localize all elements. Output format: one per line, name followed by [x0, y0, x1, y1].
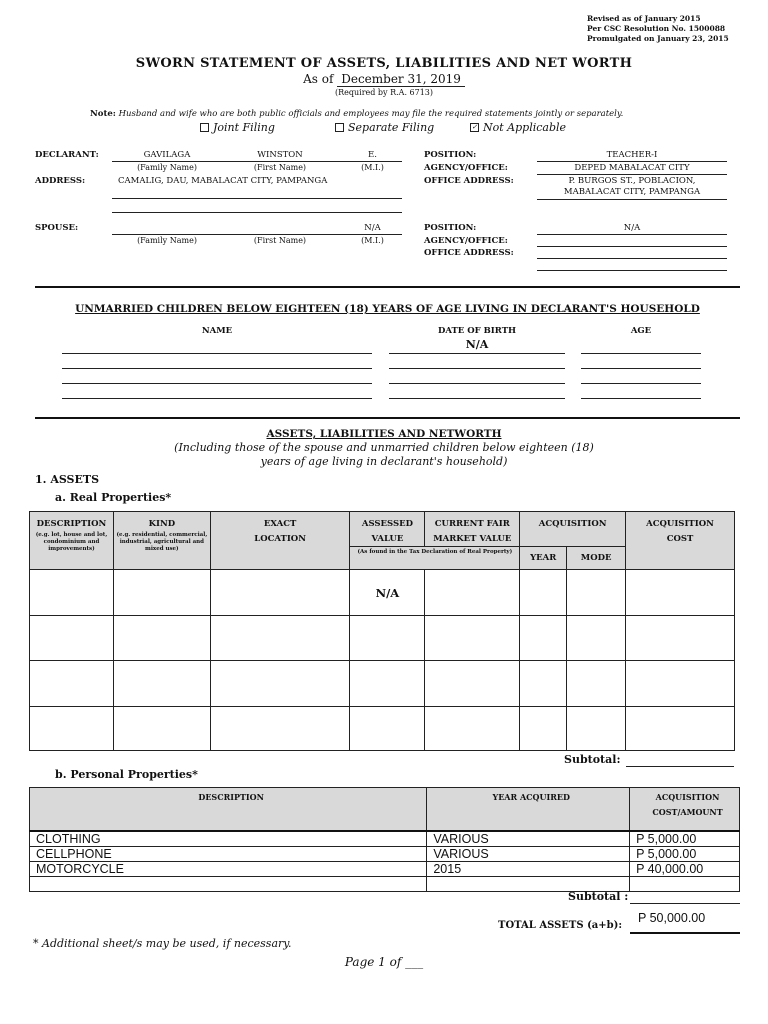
note-text: Husband and wife who are both public officials and employees may file the required statements jointly or separately.	[118, 109, 624, 119]
table-row	[30, 707, 735, 751]
rp-header-fair-value: CURRENT FAIR MARKET VALUE	[425, 512, 520, 547]
assets-label: 1. ASSETS	[35, 473, 100, 486]
note	[90, 109, 623, 119]
pp-row-cost[interactable]: P 5,000.00	[630, 847, 740, 862]
declarant-first-name: WINSTON	[257, 150, 303, 160]
children-col-dob: DATE OF BIRTH	[437, 326, 517, 336]
table-row	[30, 831, 740, 847]
separate-filing-label: Separate Filing	[348, 121, 435, 134]
required-by: (Required by R.A. 6713)	[334, 88, 434, 97]
pp-header-year: YEAR ACQUIRED	[427, 788, 630, 832]
not-applicable-option[interactable]	[470, 121, 566, 134]
pp-row-cost[interactable]: P 40,000.00	[630, 862, 740, 877]
office-address-label: OFFICE ADDRESS:	[424, 176, 514, 186]
rp-header-assessed: ASSESSED VALUE	[350, 512, 425, 547]
children-value: N/A	[465, 338, 489, 351]
table-row	[30, 616, 735, 661]
spouse-label: SPOUSE:	[35, 223, 79, 233]
mi-caption: (M.I.)	[361, 163, 384, 172]
declarant-office-line-2: MABALACAT CITY, PAMPANGA	[563, 187, 701, 197]
spouse-agency-label: AGENCY/OFFICE:	[424, 236, 508, 246]
rp-header-cost: ACQUISITION COST	[626, 512, 735, 570]
pp-row-year[interactable]: VARIOUS	[427, 831, 630, 847]
footnote: * Additional sheet/s may be used, if necessary.	[33, 937, 292, 950]
rp-header-mode: MODE	[567, 547, 626, 570]
position-label: POSITION:	[424, 150, 477, 160]
page-number: Page 1 of ___	[344, 955, 424, 969]
total-assets-label: TOTAL ASSETS (a+b):	[498, 920, 623, 931]
personal-properties-table	[29, 787, 740, 892]
total-assets-value: P 50,000.00	[638, 911, 706, 925]
rp-header-acquisition: ACQUISITION	[520, 512, 626, 547]
declarant-address: CAMALIG, DAU, MABALACAT CITY, PAMPANGA	[118, 176, 328, 186]
declarant-family-name: GAVILAGA	[143, 150, 191, 160]
pp-header-cost: ACQUISITION COST/AMOUNT	[630, 788, 740, 832]
declarant-label: DECLARANT:	[35, 150, 99, 160]
joint-filing-option[interactable]	[200, 121, 275, 134]
alnw-sub-2: years of age living in declarant's household)	[260, 455, 508, 468]
real-properties-label: a. Real Properties*	[55, 491, 172, 504]
spouse-office-label: OFFICE ADDRESS:	[424, 248, 514, 258]
pp-row-description[interactable]: MOTORCYCLE	[30, 862, 427, 877]
real-properties-table	[29, 511, 735, 751]
pp-row-cost[interactable]: P 5,000.00	[630, 831, 740, 847]
pp-header-description: DESCRIPTION	[30, 788, 427, 832]
rp-header-description: DESCRIPTION (e.g. lot, house and lot, condominium and improvements)	[30, 512, 114, 570]
rp-header-tax-note: (As found in the Tax Declaration of Real Property)	[350, 547, 520, 570]
family-name-caption: (Family Name)	[137, 163, 197, 172]
rp-header-kind: KIND (e.g. residential, commercial, industrial, agricultural and mixed use)	[113, 512, 210, 570]
as-of-line	[0, 72, 768, 86]
pp-row-year[interactable]: VARIOUS	[427, 847, 630, 862]
checkbox-icon[interactable]	[335, 123, 344, 132]
pp-row-year[interactable]: 2015	[427, 862, 630, 877]
spouse-mi: N/A	[364, 223, 381, 233]
rp-header-year: YEAR	[520, 547, 567, 570]
personal-properties-label: b. Personal Properties*	[55, 768, 198, 781]
pp-row-description[interactable]: CELLPHONE	[30, 847, 427, 862]
rp-header-location: EXACT LOCATION	[210, 512, 350, 570]
rp-subtotal-label: Subtotal:	[564, 753, 621, 766]
declarant-agency: DEPED MABALACAT CITY	[574, 163, 690, 173]
spouse-position: N/A	[623, 223, 641, 233]
children-col-age: AGE	[630, 326, 652, 336]
declarant-position: TEACHER-I	[606, 150, 658, 160]
as-of-date: December 31, 2019	[337, 72, 465, 87]
revision-line-3: Promulgated on January 23, 2015	[587, 34, 729, 43]
spouse-first-caption: (First Name)	[253, 236, 307, 245]
note-label: Note:	[90, 109, 116, 119]
address-label: ADDRESS:	[35, 176, 86, 186]
first-name-caption: (First Name)	[253, 163, 307, 172]
page-title: SWORN STATEMENT OF ASSETS, LIABILITIES AND NET WORTH	[135, 56, 633, 71]
checkbox-icon[interactable]	[200, 123, 209, 132]
children-col-name: NAME	[201, 326, 233, 336]
table-row	[30, 877, 740, 892]
revision-line-2: Per CSC Resolution No. 1500088	[587, 24, 726, 33]
declarant-office-line-1: P. BURGOS ST., POBLACION,	[568, 176, 696, 186]
agency-label: AGENCY/OFFICE:	[424, 163, 508, 173]
declarant-mi: E.	[368, 150, 377, 160]
as-of-label: As of	[303, 72, 334, 86]
table-row	[30, 847, 740, 862]
table-row	[30, 570, 735, 616]
revision-line-1: Revised as of January 2015	[587, 14, 701, 23]
spouse-mi-caption: (M.I.)	[361, 236, 384, 245]
revision-block	[587, 14, 729, 44]
pp-subtotal-label: Subtotal :	[568, 890, 629, 903]
not-applicable-label: Not Applicable	[483, 121, 567, 134]
joint-filing-label: Joint Filing	[213, 121, 275, 134]
children-heading: UNMARRIED CHILDREN BELOW EIGHTEEN (18) YEARS OF AGE LIVING IN DECLARANT'S HOUSEHOLD	[75, 303, 700, 315]
spouse-position-label: POSITION:	[424, 223, 477, 233]
pp-row-description[interactable]: CLOTHING	[30, 831, 427, 847]
alnw-heading: ASSETS, LIABILITIES AND NETWORTH	[266, 428, 502, 440]
separate-filing-option[interactable]	[335, 121, 434, 134]
table-row	[30, 661, 735, 707]
alnw-sub-1: (Including those of the spouse and unmarried children below eighteen (18)	[174, 441, 594, 454]
rp-value[interactable]: N/A	[350, 570, 425, 616]
table-row	[30, 862, 740, 877]
spouse-family-caption: (Family Name)	[137, 236, 197, 245]
checked-checkbox-icon[interactable]: ✓	[471, 122, 478, 131]
